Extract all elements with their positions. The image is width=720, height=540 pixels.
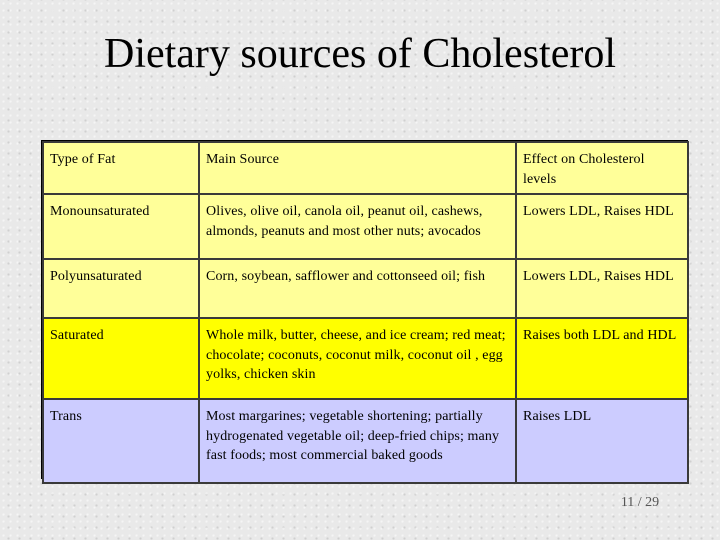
table-row [43, 318, 688, 399]
table-row [43, 194, 688, 259]
slide-title: Dietary sources of Cholesterol [103, 31, 617, 77]
table-header-row [43, 142, 688, 194]
cholesterol-table-frame [42, 141, 687, 478]
page-number: 11 / 29 [620, 495, 660, 510]
table-row [43, 399, 688, 483]
effect-cell: Raises LDL [516, 399, 688, 483]
table-row [43, 259, 688, 318]
effect-cell: Lowers LDL, Raises HDL [516, 194, 688, 259]
effect-cell: Lowers LDL, Raises HDL [516, 259, 688, 318]
fat-type-cell: Monounsaturated [43, 194, 199, 259]
header-type-of-fat: Type of Fat [43, 142, 199, 194]
main-source-cell: Corn, soybean, safflower and cottonseed oil; fish [199, 259, 516, 318]
cholesterol-sources-table [42, 141, 689, 484]
effect-cell: Raises both LDL and HDL [516, 318, 688, 399]
main-source-cell: Most margarines; vegetable shortening; partially hydrogenated vegetable oil; deep-fried chips; many fast foods; most commercial baked goods [199, 399, 516, 483]
main-source-cell: Olives, olive oil, canola oil, peanut oil, cashews, almonds, peanuts and most other nuts; avocados [199, 194, 516, 259]
main-source-cell: Whole milk, butter, cheese, and ice cream; red meat; chocolate; coconuts, coconut milk, coconut oil , egg yolks, chicken skin [199, 318, 516, 399]
fat-type-cell: Trans [43, 399, 199, 483]
fat-type-cell: Saturated [43, 318, 199, 399]
header-effect-on-cholesterol: Effect on Cholesterol levels [516, 142, 688, 194]
header-main-source: Main Source [199, 142, 516, 194]
fat-type-cell: Polyunsaturated [43, 259, 199, 318]
